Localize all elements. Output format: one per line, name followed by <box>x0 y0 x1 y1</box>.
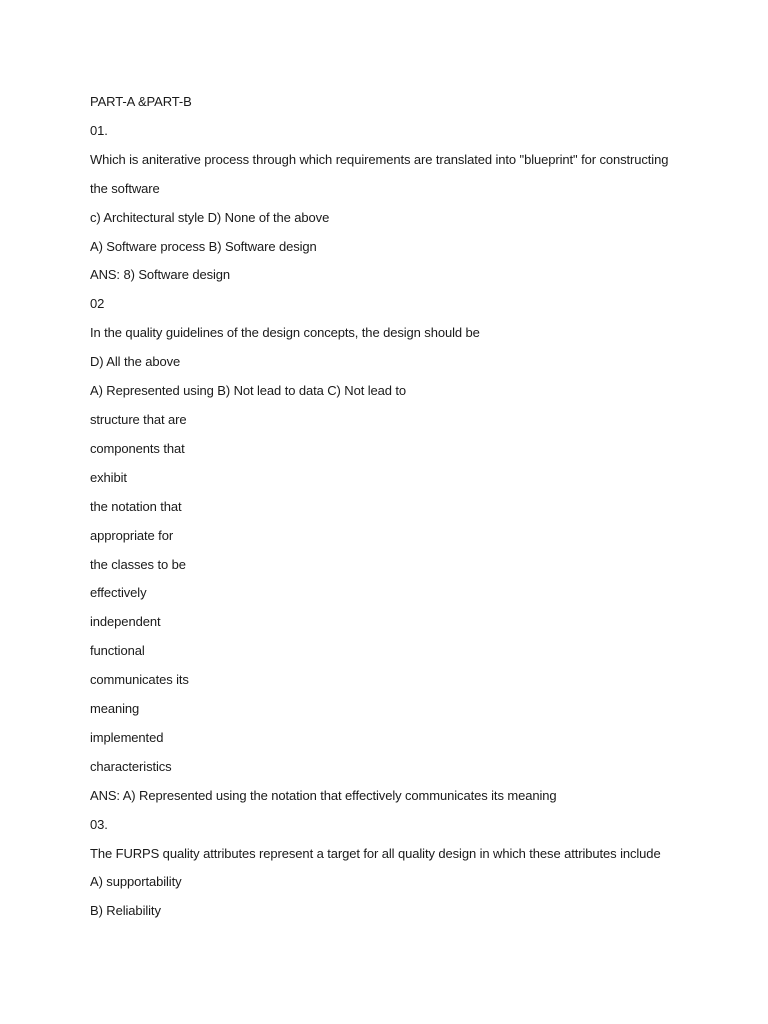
question-text: Which is aniterative process through which requirements are translated into "blueprint" for constructing <box>90 151 669 167</box>
option-fragment: meaning <box>90 701 140 717</box>
question-text: the software <box>90 180 160 196</box>
option-fragment: functional <box>90 643 145 659</box>
question-number: 02 <box>90 296 105 312</box>
answer-options: A) Represented using B) Not lead to data C) Not lead to <box>90 383 407 399</box>
option-fragment: communicates its <box>90 672 189 688</box>
answer-options: D) All the above <box>90 354 181 370</box>
option-fragment: appropriate for <box>90 527 174 543</box>
option-fragment: characteristics <box>90 758 172 774</box>
answer-options: B) Reliability <box>90 903 161 919</box>
answer-options: A) Software process B) Software design <box>90 238 317 254</box>
answer-options: c) Architectural style D) None of the above <box>90 209 330 225</box>
question-text: The FURPS quality attributes represent a target for all quality design in which these attributes include <box>90 845 661 861</box>
option-fragment: independent <box>90 614 161 630</box>
document-heading: PART-A &PART-B <box>90 94 192 109</box>
document-body <box>90 88 730 926</box>
option-fragment: components that <box>90 440 185 456</box>
answer-line: ANS: 8) Software design <box>90 267 231 283</box>
option-fragment: the classes to be <box>90 556 186 572</box>
option-fragment: structure that are <box>90 411 187 427</box>
option-fragment: the notation that <box>90 498 182 514</box>
question-number: 01. <box>90 122 108 138</box>
question-number: 03. <box>90 816 108 832</box>
question-text: In the quality guidelines of the design concepts, the design should be <box>90 325 480 341</box>
option-fragment: effectively <box>90 585 147 601</box>
option-fragment: exhibit <box>90 469 127 485</box>
option-fragment: implemented <box>90 729 164 745</box>
answer-line: ANS: A) Represented using the notation that effectively communicates its meaning <box>90 787 557 803</box>
answer-options: A) supportability <box>90 874 182 890</box>
